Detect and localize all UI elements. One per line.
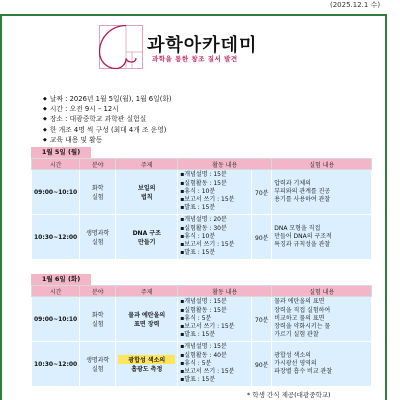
experiment-cell: 광합성 색소의 가시광선 영역의 파장별 흡수 비교 관찰 <box>272 342 372 387</box>
info-item: ◆ 교육 내용 및 활동 <box>43 135 103 144</box>
topic-cell: 물과 에탄올의 표면 장력 <box>116 297 178 342</box>
duration-cell: 90분 <box>252 215 272 260</box>
time-cell: 09:00~10:10 <box>32 297 80 342</box>
info-item: ◆ 시간 : 오전 9시 – 12시 <box>43 105 119 114</box>
duration-cell: 70분 <box>252 170 272 215</box>
col-activity: 활동 내용 <box>178 286 272 297</box>
duration-cell: 90분 <box>252 342 272 387</box>
bullet-icon: ◆ <box>43 116 47 123</box>
field-cell: 화학 실험 <box>80 170 116 215</box>
col-field: 분야 <box>80 159 116 170</box>
info-list <box>43 94 172 145</box>
col-experiment: 실험 내용 <box>272 159 372 170</box>
col-activity: 활동 내용 <box>178 159 272 170</box>
time-cell: 10:30~12:00 <box>32 342 80 387</box>
day1-schedule-table <box>31 158 372 260</box>
col-field: 분야 <box>80 286 116 297</box>
table-header-row <box>32 286 372 297</box>
time-cell: 10:30~12:00 <box>32 215 80 260</box>
table-header-row <box>32 159 372 170</box>
info-item: ◆ 한 개조 4명 씩 구성 (최대 4개 조 운영) <box>43 125 167 134</box>
activity-cell: ▪개념설명 : 15분 ▪실험활동 : 40분 ▪휴식 : 5분 ▪보고서 쓰기 : 15분 ▪발표 : 15분 <box>178 342 252 387</box>
bullet-icon: ◆ <box>43 136 47 143</box>
time-cell: 09:00~10:10 <box>32 170 80 215</box>
topic-cell: 보일의 법칙 <box>116 170 178 215</box>
day2-label: 1월 6일 (화) <box>31 274 91 285</box>
info-item: ◆ 장소 : 대광중학교 과학관 실험실 <box>43 115 147 124</box>
page-title: 과학아카데미 <box>147 35 258 56</box>
col-experiment: 실험 내용 <box>272 286 372 297</box>
activity-cell: ▪개념설명 : 15분 ▪실험활동 : 15분 ▪휴식 : 5분 ▪보고서 쓰기 : 15분 ▪발표 : 15분 <box>178 297 252 342</box>
header-clip: (2025.12.1 수) <box>330 1 381 9</box>
table-row <box>32 297 372 342</box>
field-cell: 생명과학 실험 <box>80 215 116 260</box>
activity-cell: ▪개념설명 : 20분 ▪실험활동 : 30분 ▪휴식 : 10분 ▪보고서 쓰기 : 15분 ▪발표 : 15분 <box>178 215 252 260</box>
field-cell: 화학 실험 <box>80 297 116 342</box>
page-subtitle: 과학을 통한 창조 질서 발견 <box>152 55 238 63</box>
experiment-cell: DNA 모형을 직접 만들어 DNA의 구조적 특징과 규칙성을 관찰 <box>272 215 372 260</box>
table-row <box>32 170 372 215</box>
experiment-cell: 압력과 기체의 부피와의 관계를 진공 용기를 사용하여 관찰 <box>272 170 372 215</box>
duration-cell: 70분 <box>252 297 272 342</box>
day1-label: 1월 5일 (월) <box>31 147 91 158</box>
col-time: 시간 <box>32 159 80 170</box>
table-row <box>32 215 372 260</box>
topic-cell: 광합성 색소의 흡광도 측정 <box>116 342 178 387</box>
footer-note: * 학생 간식 제공(대광중학교) <box>247 391 331 399</box>
table-row <box>32 342 372 387</box>
topic-cell: DNA 구조 만들기 <box>116 215 178 260</box>
col-topic: 주제 <box>116 286 178 297</box>
info-item: ◆ 날짜 : 2026년 1월 5일(월), 1월 6일(화) <box>43 95 172 103</box>
experiment-cell: 물과 에탄올의 표면 장력을 직접 실험하여 비교하고 물의 표면 장력을 약화시키는 물 가르기 실험 관찰 <box>272 297 372 342</box>
col-time: 시간 <box>32 286 80 297</box>
bullet-icon: ◆ <box>43 106 47 113</box>
bullet-icon: ◆ <box>43 96 47 102</box>
golden-spiral-logo <box>99 25 143 69</box>
activity-cell: ▪개념설명 : 15분 ▪실험활동 : 15분 ▪휴식 : 10분 ▪보고서 쓰기 : 15분 ▪발표 : 15분 <box>178 170 252 215</box>
col-topic: 주제 <box>116 159 178 170</box>
field-cell: 생명과학 실험 <box>80 342 116 387</box>
day2-schedule-table <box>31 285 372 387</box>
bullet-icon: ◆ <box>43 126 47 133</box>
